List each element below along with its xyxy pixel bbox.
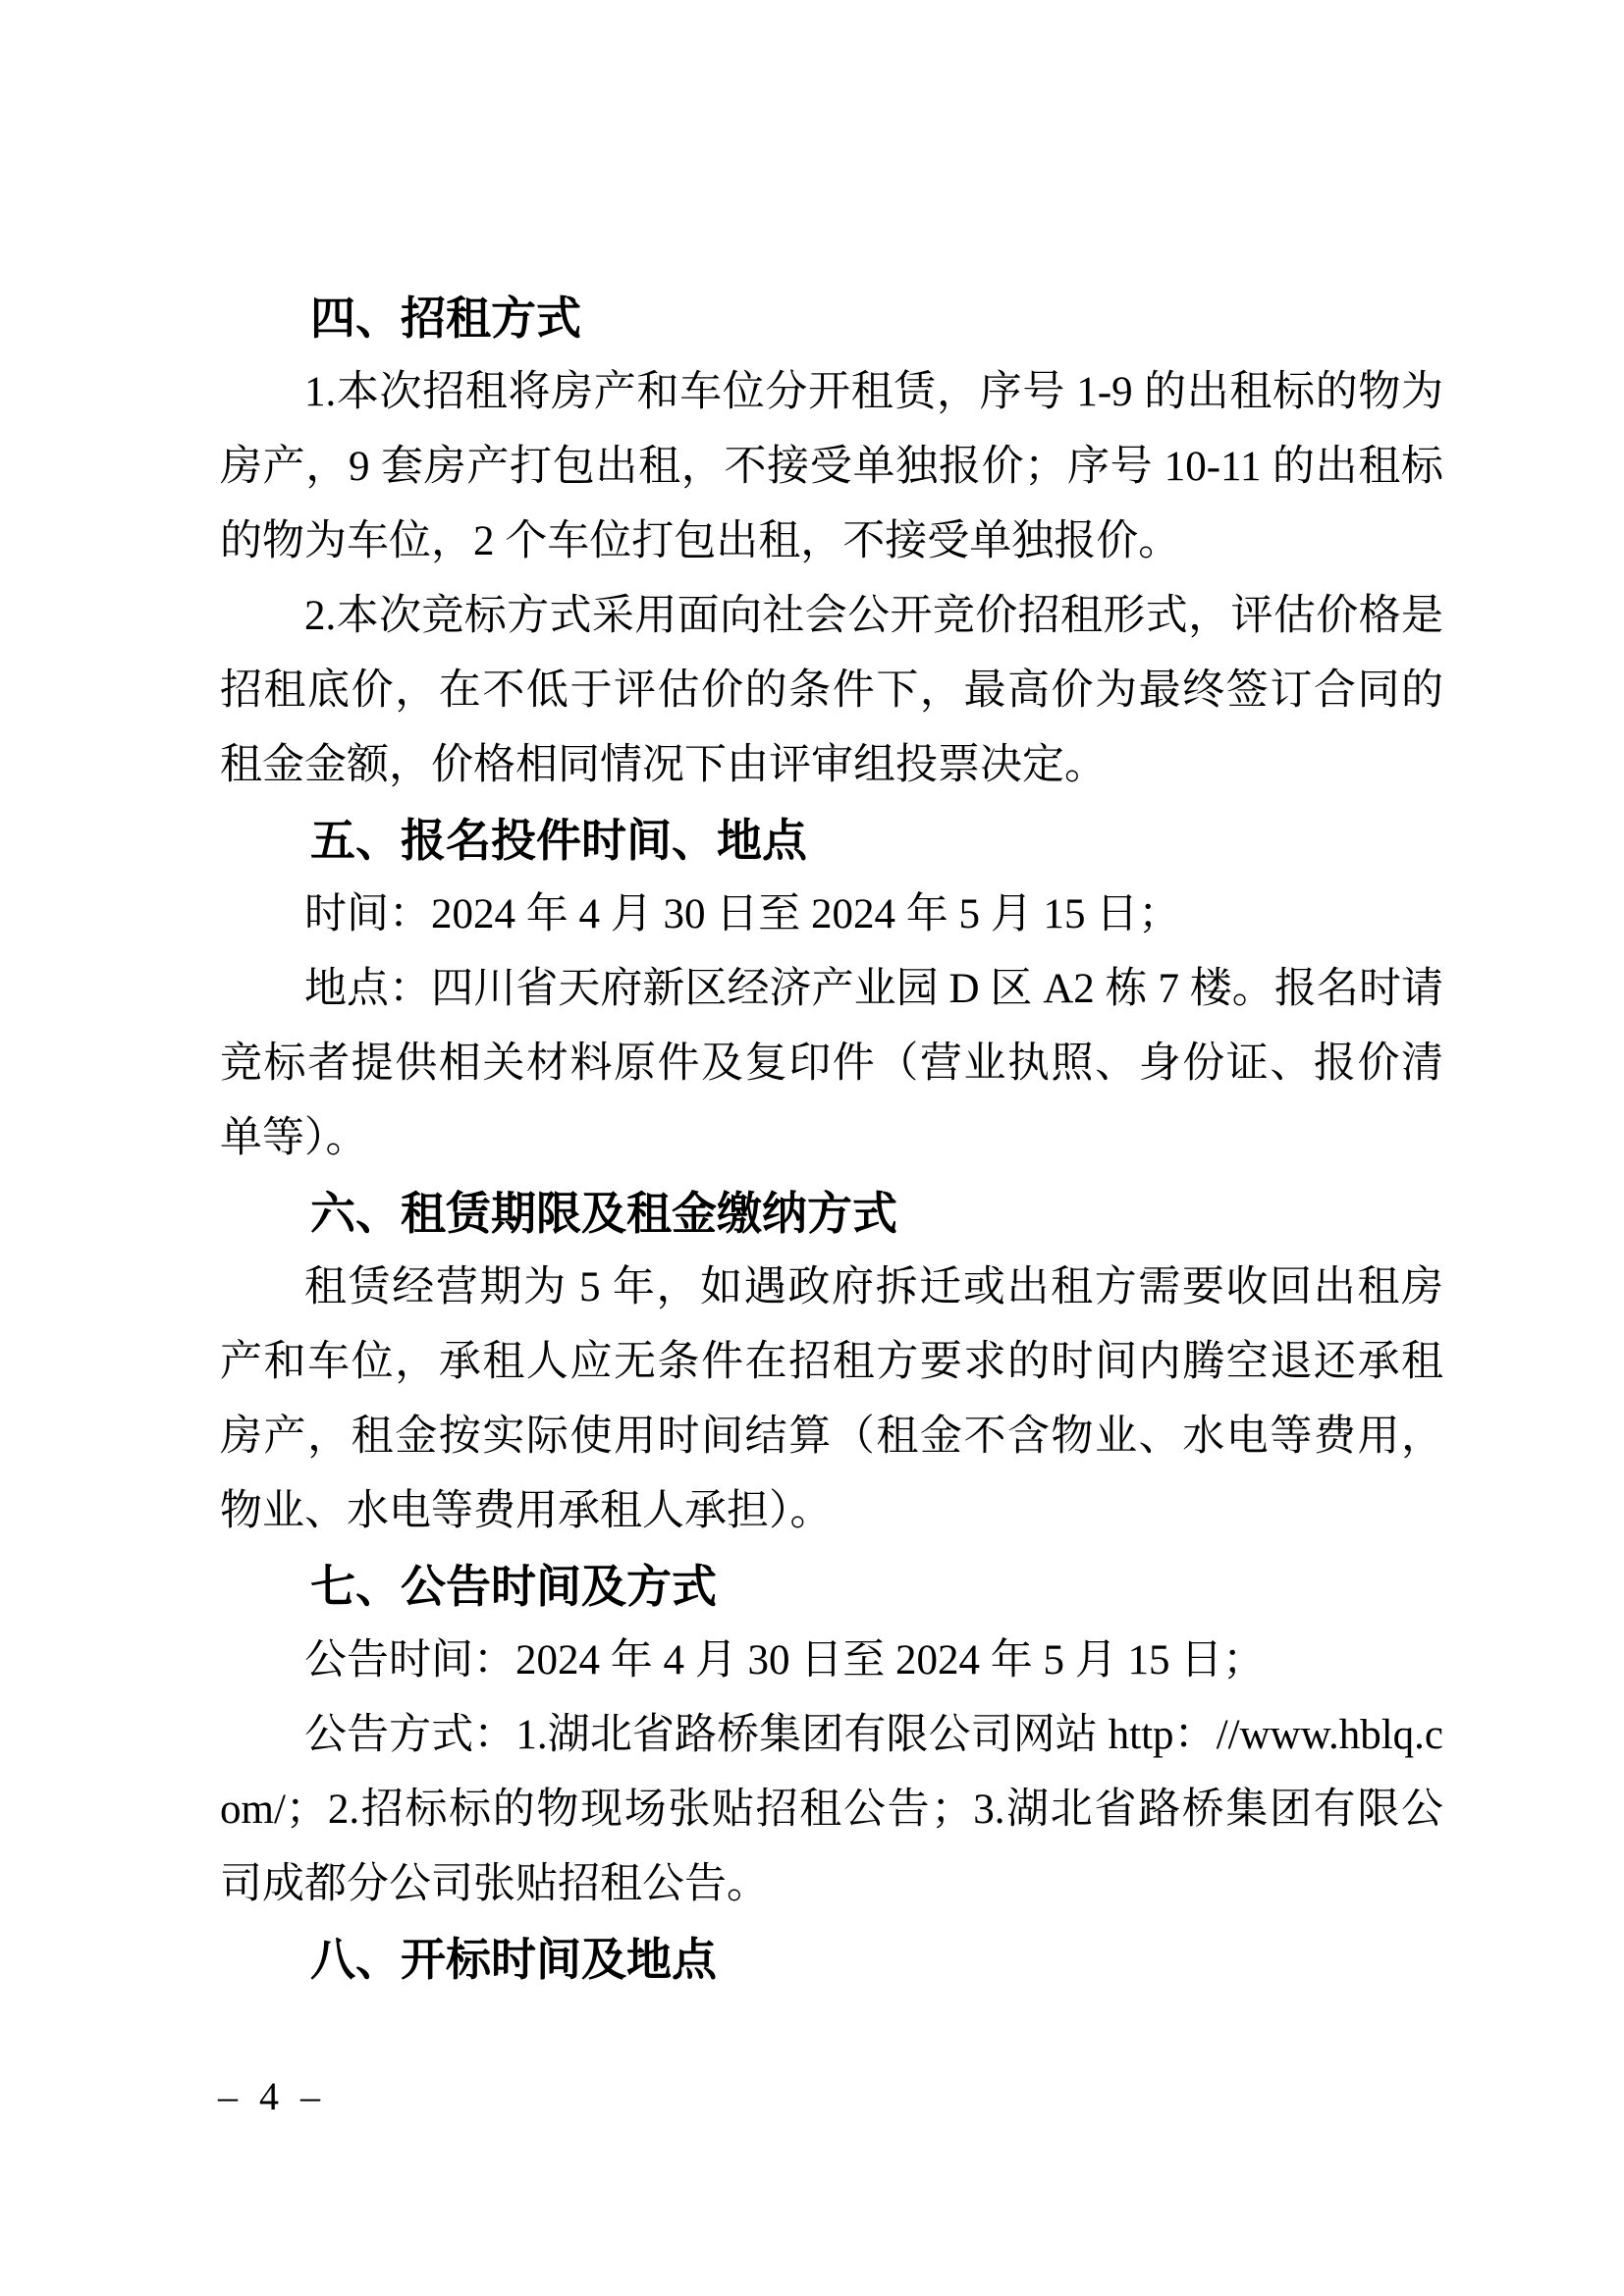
paragraph: 时间：2024 年 4 月 30 日至 2024 年 5 月 15 日； [304,891,1181,937]
section-heading: 六、租赁期限及租金缴纳方式 [310,1188,897,1239]
section-registration-time-place [220,803,1443,1176]
section-heading: 五、报名投件时间、地点 [310,815,807,866]
document-body [220,281,1443,1997]
paragraph: 1.本次招租将房产和车位分开租赁，序号 1-9 的出租标的物为房产，9 套房产打包出租，不接受单独报价；序号 10-11 的出租标的物为车位，2 个车位打包出租，不接受单独报价。 [220,369,1443,564]
section-bid-opening-time-place [220,1922,1443,1997]
paragraph: 2.本次竞标方式采用面向社会公开竞价招租形式，评估价格是招租底价，在不低于评估价的条件下，最高价为最终签订合同的租金金额，价格相同情况下由评审组投票决定。 [220,593,1443,788]
paragraph: 地点：四川省天府新区经济产业园 D 区 A2 栋 7 楼。报名时请竞标者提供相关材料原件及复印件（营业执照、身份证、报价清单等）。 [220,966,1443,1161]
section-heading: 四、招租方式 [310,293,581,344]
section-heading: 七、公告时间及方式 [310,1561,717,1612]
section-rental-method [220,281,1443,803]
section-announcement-time-method [220,1549,1443,1922]
paragraph: 租赁经营期为 5 年，如遇政府拆迁或出租方需要收回出租房产和车位，承租人应无条件在招租方要求的时间内腾空退还承租房产，租金按实际使用时间结算（租金不含物业、水电等费用，物业、水电等费用承租人承担）。 [220,1264,1443,1534]
page-number: – 4 – [218,2074,326,2118]
paragraph: 公告方式：1.湖北省路桥集团有限公司网站 http：//www.hblq.com/；2.招标标的物现场张贴招租公告；3.湖北省路桥集团有限公司成都分公司张贴招租公告。 [220,1712,1443,1907]
section-lease-term-payment [220,1176,1443,1549]
paragraph: 公告时间：2024 年 4 月 30 日至 2024 年 5 月 15 日； [304,1637,1266,1683]
section-heading: 八、开标时间及地点 [310,1934,717,1985]
